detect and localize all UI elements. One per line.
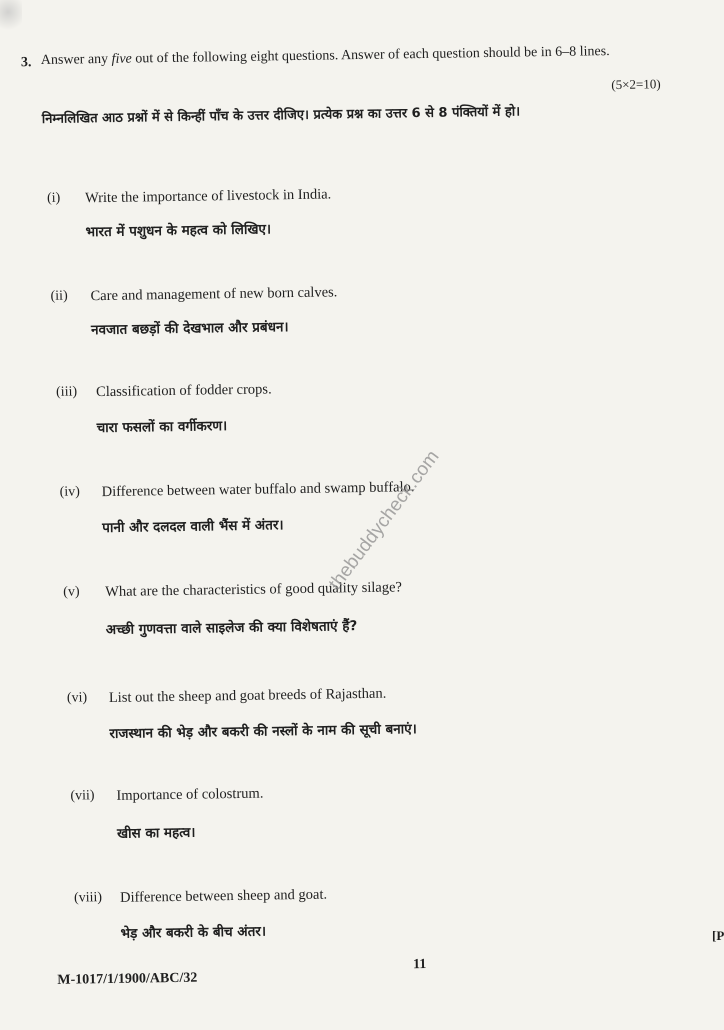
question-item-hindi: भेड़ और बकरी के बीच अंतर। [120, 923, 267, 942]
question-item-number: (v) [63, 584, 80, 600]
question-item-english: Difference between sheep and goat. [119, 886, 328, 906]
question-item-english: Importance of colostrum. [116, 785, 264, 804]
instruction-english-post: out of the following eight questions. Answer of each question should be in 6–8 lines. [131, 44, 610, 67]
question-item-hindi: खीस का महत्व। [116, 824, 196, 842]
question-item-hindi: चारा फसलों का वर्गीकरण। [96, 418, 228, 437]
question-item-hindi: नवजात बछड़ों की देखभाल और प्रबंधन। [90, 319, 289, 339]
question-item-english: Difference between water buffalo and swamp buffalo. [101, 479, 415, 501]
question-item-number: (ii) [50, 288, 68, 304]
instruction-hindi: निम्नलिखित आठ प्रश्नों में से किन्हीं पाँच के उत्तर दीजिए। प्रत्येक प्रश्न का उत्तर 6 से 8 पंक्तियों में हो। [41, 104, 521, 127]
question-item-number: (i) [46, 190, 61, 206]
question-item-english: Write the importance of livestock in India. [84, 186, 332, 207]
question-item-number: (viii) [73, 890, 103, 906]
question-item-hindi: पानी और दलदल वाली भैंस में अंतर। [102, 517, 284, 537]
marks-allocation: (5×2=10) [611, 76, 661, 93]
question-item-english: Classification of fodder crops. [95, 381, 272, 401]
question-item-number: (iii) [55, 384, 78, 400]
question-item-hindi: अच्छी गुणवत्ता वाले साइलेज की क्या विशेषताएं हैं? [105, 618, 358, 639]
page-number: 11 [413, 957, 427, 973]
instruction-english-emphasis: five [111, 51, 132, 67]
question-item-english: What are the characteristics of good quality silage? [105, 579, 403, 601]
instruction-english [41, 41, 681, 70]
question-item-number: (iv) [59, 484, 80, 500]
question-item-number: (vi) [66, 690, 88, 706]
question-item-number: (vii) [70, 788, 95, 804]
paper-code: M-1017/1/1900/ABC/32 [57, 970, 198, 988]
question-item-hindi: भारत में पशुधन के महत्व को लिखिए। [85, 221, 272, 241]
watermark: thebuddycheck.com [324, 446, 444, 595]
question-item-english: List out the sheep and goat breeds of Rajasthan. [108, 685, 387, 706]
question-item-english: Care and management of new born calves. [90, 284, 338, 305]
question-number: 3. [20, 55, 32, 71]
instruction-english-pre: Answer any [40, 51, 112, 68]
edge-mark: [P [712, 928, 724, 943]
question-item-hindi: राजस्थान की भेड़ और बकरी की नस्लों के नाम की सूची बनाएं। [109, 721, 417, 742]
